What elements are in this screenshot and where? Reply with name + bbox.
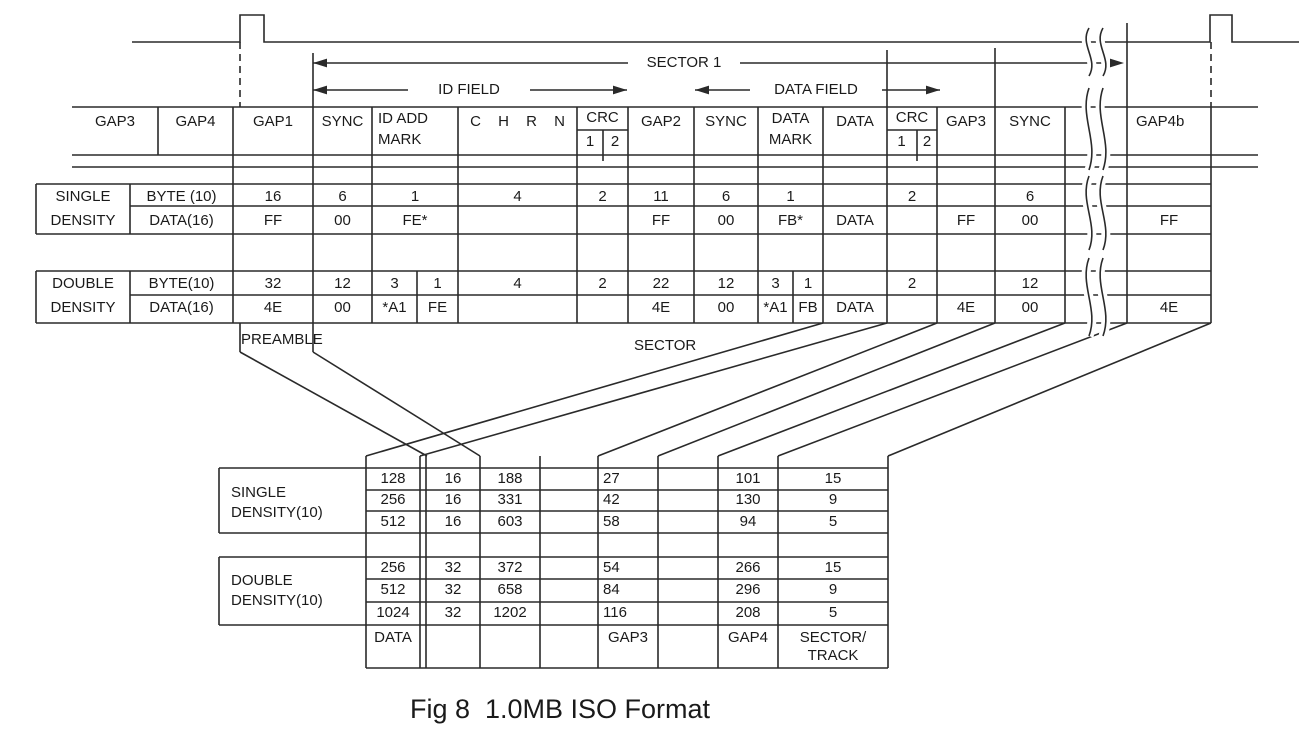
header-crc2-sub1: 1 — [897, 133, 906, 150]
data-field-right-arrowhead — [926, 86, 940, 95]
single-data-data: DATA — [836, 212, 874, 229]
header-id-add-mark-line2: MARK — [378, 131, 422, 148]
single-byte-crc1: 2 — [598, 188, 607, 205]
header-crc1-sub2: 2 — [610, 133, 620, 150]
track-break-squiggle — [1086, 28, 1106, 336]
single-data-gap3: FF — [956, 212, 976, 229]
data-field-label: DATA FIELD — [750, 81, 882, 99]
single-data-gap1: FF — [263, 212, 283, 229]
double-byte-sync2: 12 — [717, 275, 735, 292]
double-data-data: DATA — [836, 299, 874, 316]
header-gap3b: GAP3 — [945, 113, 987, 130]
header-sync2: SYNC — [705, 113, 747, 130]
double-data-gap4b: 4E — [1159, 299, 1179, 316]
lt-single-r1-c0: 256 — [380, 491, 406, 508]
lt-double-r1-c0: 512 — [380, 581, 406, 598]
single-data-gap2: FF — [651, 212, 671, 229]
lt-single-r1-c3: 42 — [603, 491, 620, 508]
lt-single-r2-c4: 94 — [739, 513, 757, 530]
lt-double-r2-c3: 116 — [603, 604, 627, 621]
header-chrn: C H R N — [470, 113, 565, 130]
lt-double-r2-c1: 32 — [444, 604, 462, 621]
lt-double-r0-c4: 266 — [735, 559, 761, 576]
single-data-data-mark: FB* — [777, 212, 803, 229]
lt-single-r1-c4: 130 — [735, 491, 761, 508]
single-byte-sync2: 6 — [721, 188, 731, 205]
sector-label: SECTOR — [634, 337, 697, 354]
double-density-label-line1: DOUBLE — [52, 275, 114, 292]
lt-col-label-data: DATA — [374, 629, 412, 646]
lt-single-r0-c4: 101 — [735, 470, 761, 487]
lt-single-r0-c2: 188 — [497, 470, 523, 487]
header-sync1: SYNC — [321, 113, 364, 130]
single-density-label-line1: SINGLE — [55, 188, 111, 205]
id-field-right-arrowhead — [613, 86, 627, 95]
header-id-add-mark-line1: ID ADD — [378, 110, 429, 127]
lt-single-r1-c1: 16 — [444, 491, 462, 508]
lt-single-r0-c3: 27 — [603, 470, 620, 487]
lt-double-label-line1: DOUBLE — [231, 572, 293, 589]
lt-single-r0-c1: 16 — [444, 470, 462, 487]
single-data-row-label: DATA(16) — [149, 212, 214, 229]
header-gap4b: GAP4b — [1136, 113, 1185, 130]
header-crc1-sub1: 1 — [585, 133, 595, 150]
lt-double-r1-c4: 296 — [735, 581, 761, 598]
single-byte-gap2: 11 — [653, 188, 669, 205]
lt-double-label-line2: DENSITY(10) — [231, 592, 323, 609]
lt-double-r1-c5: 9 — [828, 581, 838, 598]
lt-single-label-line2: DENSITY(10) — [231, 504, 323, 521]
lt-double-r0-c5: 15 — [824, 559, 842, 576]
single-byte-chrn: 4 — [513, 188, 522, 205]
sector1-label: SECTOR 1 — [628, 54, 740, 72]
double-byte-gap1: 32 — [264, 275, 282, 292]
single-data-gap4b: FF — [1159, 212, 1179, 229]
double-data-sync2: 00 — [717, 299, 735, 316]
header-crc1: CRC — [586, 109, 619, 126]
header-crc2: CRC — [895, 109, 929, 126]
single-data-sync3: 00 — [1021, 212, 1039, 229]
double-byte-sync1: 12 — [334, 275, 351, 292]
lt-single-r2-c5: 5 — [828, 513, 838, 530]
lt-col-label-sector-track-line1: SECTOR/ — [799, 629, 867, 646]
data-field-left-arrowhead — [695, 86, 709, 95]
double-byte-data-mark-b: 1 — [803, 275, 813, 292]
preamble-label: PREAMBLE — [241, 331, 323, 348]
single-byte-row-label: BYTE (10) — [146, 188, 217, 205]
lt-double-r2-c4: 208 — [735, 604, 761, 621]
lt-double-r2-c0: 1024 — [376, 604, 410, 621]
double-data-sync1: 00 — [334, 299, 351, 316]
lt-double-r1-c3: 84 — [603, 581, 620, 598]
double-byte-data-mark-a: 3 — [771, 275, 780, 292]
double-data-data-mark-a: *A1 — [763, 299, 788, 316]
id-field-label: ID FIELD — [408, 81, 530, 99]
double-byte-id-mark-b: 1 — [433, 275, 442, 292]
lt-single-r0-c0: 128 — [380, 470, 406, 487]
lt-single-r2-c0: 512 — [380, 513, 406, 530]
double-data-row-label: DATA(16) — [149, 299, 214, 316]
double-data-id-mark-a: *A1 — [382, 299, 407, 316]
lt-single-r2-c1: 16 — [444, 513, 462, 530]
single-byte-crc2: 2 — [907, 188, 917, 205]
double-byte-crc1: 2 — [598, 275, 607, 292]
lt-double-r2-c2: 1202 — [493, 604, 527, 621]
lt-single-r0-c5: 15 — [824, 470, 842, 487]
lt-single-r1-c2: 331 — [497, 491, 523, 508]
header-data-mark-line2: MARK — [768, 131, 813, 148]
double-byte-row-label: BYTE(10) — [148, 275, 215, 292]
lt-single-r1-c5: 9 — [828, 491, 838, 508]
lt-double-r0-c0: 256 — [380, 559, 406, 576]
header-gap1: GAP1 — [252, 113, 294, 130]
lt-single-r2-c3: 58 — [603, 513, 620, 530]
double-byte-sync3: 12 — [1021, 275, 1039, 292]
figure-caption: Fig 8 1.0MB ISO Format — [409, 694, 711, 724]
double-data-id-mark-b: FE — [427, 299, 448, 316]
double-byte-id-mark-a: 3 — [390, 275, 399, 292]
lt-double-r0-c3: 54 — [603, 559, 620, 576]
double-data-gap1: 4E — [263, 299, 283, 316]
single-byte-sync3: 6 — [1025, 188, 1035, 205]
single-data-sync1: 00 — [334, 212, 351, 229]
header-sync3: SYNC — [1009, 113, 1051, 130]
lt-col-label-gap4: GAP4 — [727, 629, 769, 646]
header-gap2: GAP2 — [640, 113, 682, 130]
double-density-label-line2: DENSITY — [50, 299, 116, 316]
single-byte-id-mark: 1 — [410, 188, 420, 205]
lt-double-r2-c5: 5 — [828, 604, 838, 621]
double-data-sync3: 00 — [1021, 299, 1039, 316]
double-byte-crc2: 2 — [907, 275, 917, 292]
double-byte-gap2: 22 — [652, 275, 670, 292]
lt-double-r0-c1: 32 — [444, 559, 462, 576]
index-pulse-waveform — [132, 15, 1299, 42]
double-byte-chrn: 4 — [513, 275, 522, 292]
lt-double-r1-c1: 32 — [444, 581, 462, 598]
lt-single-label-line1: SINGLE — [231, 484, 287, 501]
single-byte-gap1: 16 — [264, 188, 282, 205]
sector1-left-arrowhead — [313, 59, 327, 68]
sector1-right-arrowhead — [1110, 59, 1124, 68]
lt-col-label-sector-track-line2: TRACK — [807, 647, 859, 664]
double-data-data-mark-b: FB — [798, 299, 818, 316]
single-density-label-line2: DENSITY — [50, 212, 116, 229]
single-byte-sync1: 6 — [338, 188, 347, 205]
header-data-mark-line1: DATA — [771, 110, 810, 127]
single-byte-data-mark: 1 — [786, 188, 795, 205]
header-data: DATA — [836, 113, 874, 130]
single-data-id-mark: FE* — [402, 212, 428, 229]
id-field-left-arrowhead — [313, 86, 327, 95]
header-gap3: GAP3 — [94, 113, 136, 130]
header-crc2-sub2: 2 — [922, 133, 932, 150]
lt-double-r0-c2: 372 — [497, 559, 523, 576]
lt-double-r1-c2: 658 — [497, 581, 523, 598]
double-data-gap3: 4E — [956, 299, 976, 316]
lt-col-label-gap3: GAP3 — [607, 629, 649, 646]
header-gap4: GAP4 — [175, 113, 216, 130]
single-data-sync2: 00 — [717, 212, 735, 229]
double-data-gap2: 4E — [651, 299, 671, 316]
lt-single-r2-c2: 603 — [497, 513, 523, 530]
